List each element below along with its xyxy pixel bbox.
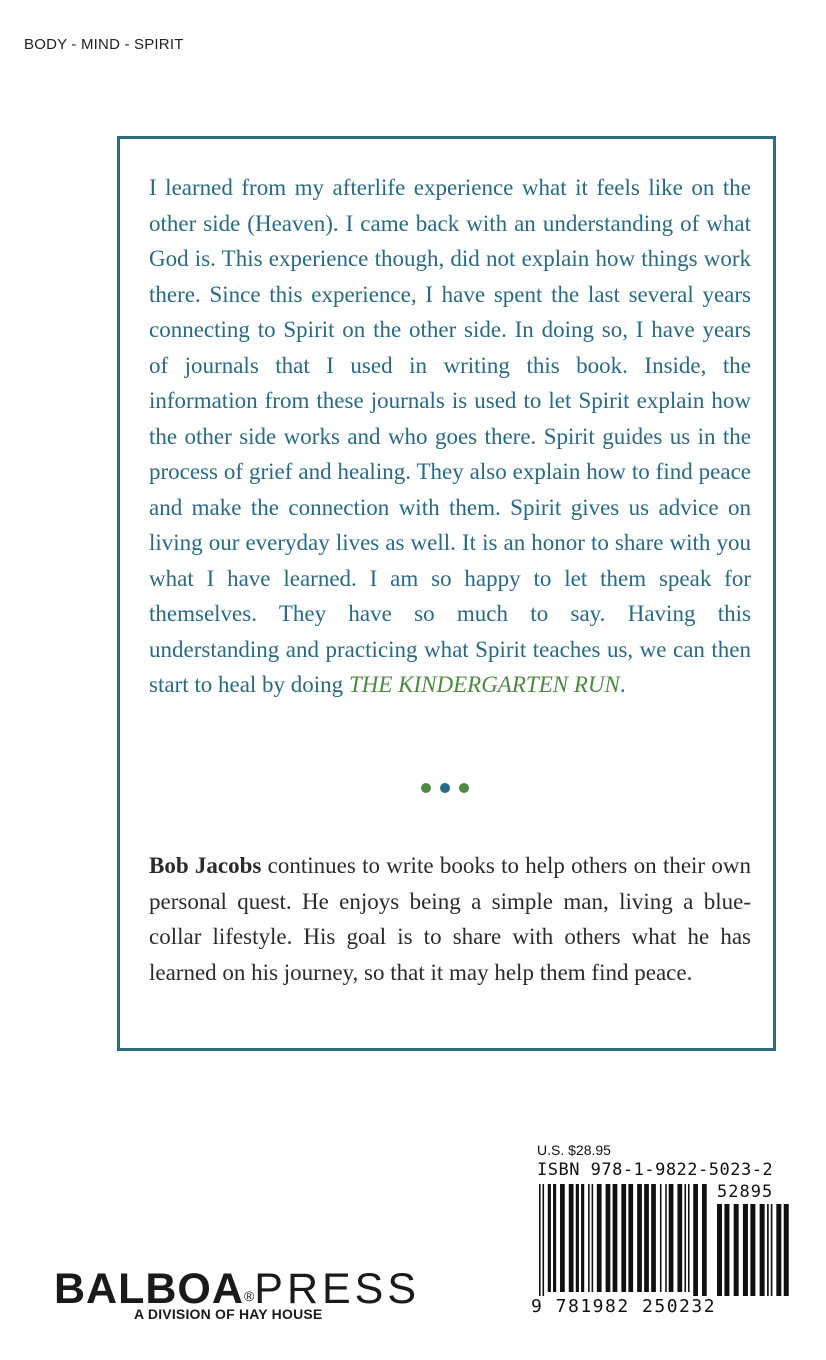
barcode-bar	[734, 1204, 739, 1296]
author-name: Bob Jacobs	[149, 853, 262, 878]
barcode-bar	[684, 1184, 686, 1292]
price-code: 52895	[717, 1182, 774, 1202]
barcode-bar	[724, 1204, 729, 1296]
publisher-logo	[54, 1265, 421, 1313]
barcode-bar	[548, 1184, 551, 1292]
barcode-bar	[702, 1184, 707, 1296]
barcode	[531, 1160, 799, 1320]
book-title-reference: THE KINDERGARTEN RUN	[348, 672, 620, 697]
publisher-division: A DIVISION OF HAY HOUSE	[134, 1306, 323, 1322]
publisher-suffix: PRESS	[254, 1265, 421, 1313]
publisher-name: BALBOA	[54, 1265, 244, 1313]
barcode-bar	[717, 1204, 722, 1296]
ornament-dot	[459, 783, 469, 793]
barcode-bar	[771, 1204, 773, 1296]
barcode-bar	[750, 1204, 755, 1296]
book-blurb	[149, 170, 751, 703]
ornament-dot	[421, 783, 431, 793]
barcode-bar	[688, 1184, 690, 1292]
barcode-bar	[669, 1184, 674, 1292]
barcode-bar	[597, 1184, 602, 1292]
blurb-end: .	[619, 672, 626, 697]
barcode-bar	[592, 1184, 594, 1292]
barcode-bar	[693, 1184, 698, 1296]
barcode-bar	[784, 1204, 789, 1296]
barcode-bar	[606, 1184, 611, 1292]
ornament-dots	[421, 783, 469, 793]
barcode-bar	[776, 1204, 781, 1296]
barcode-bar	[543, 1184, 545, 1296]
barcode-bar	[660, 1184, 662, 1292]
barcode-bar	[665, 1184, 667, 1292]
barcode-bar	[644, 1184, 649, 1292]
barcode-bar	[651, 1184, 656, 1292]
barcode-bar	[581, 1184, 584, 1292]
barcode-bar	[539, 1184, 541, 1296]
barcode-bar	[677, 1184, 682, 1292]
barcode-bar	[621, 1184, 626, 1292]
barcode-bar	[560, 1184, 565, 1292]
barcode-bar	[637, 1184, 642, 1292]
barcode-bar	[569, 1184, 574, 1292]
ean-barcode-bars	[539, 1184, 709, 1296]
barcode-bar	[743, 1204, 748, 1296]
author-bio	[149, 848, 751, 990]
price-label: U.S. $28.95	[537, 1142, 611, 1158]
isbn-text: ISBN 978-1-9822-5023-2	[537, 1160, 774, 1180]
ornament-dot	[440, 783, 450, 793]
barcode-bar	[588, 1184, 590, 1292]
barcode-bar	[576, 1184, 579, 1292]
barcode-bar	[628, 1184, 633, 1292]
barcode-bar	[613, 1184, 618, 1292]
barcode-bar	[760, 1204, 765, 1296]
bio-text: continues to write books to help others on their own personal quest. He enjoys being a simple man, living a blue-collar lifestyle. His goal is to share with others what he has learned on his journey, so that it may help them find peace.	[149, 853, 751, 985]
ean-number: 9 781982 250232	[531, 1296, 717, 1317]
barcode-bar	[767, 1204, 769, 1296]
barcode-bar	[553, 1184, 556, 1292]
registered-mark: ®	[243, 1288, 255, 1304]
blurb-text: I learned from my afterlife experience what it feels like on the other side (Heaven). I came back with an understanding of what God is. This experience though, did not explain how things work there. Since this experience, I have spent the last several years connecting to Spirit on the other side. In doing so, I have years of journals that I used in writing this book. Inside, the information from these journals is used to let Spirit explain how the other side works and who goes there. Spirit guides us in the process of grief and healing. They also explain how to find peace and make the connection with them. Spirit gives us advice on living our everyday lives as well. It is an honor to share with you what I have learned. I am so happy to let them speak for themselves. They have so much to say. Having this understanding and practicing what Spirit teaches us, we can then start to heal by doing	[149, 175, 751, 697]
addon-barcode-bars	[717, 1204, 793, 1296]
category-label: BODY - MIND - SPIRIT	[24, 36, 184, 53]
